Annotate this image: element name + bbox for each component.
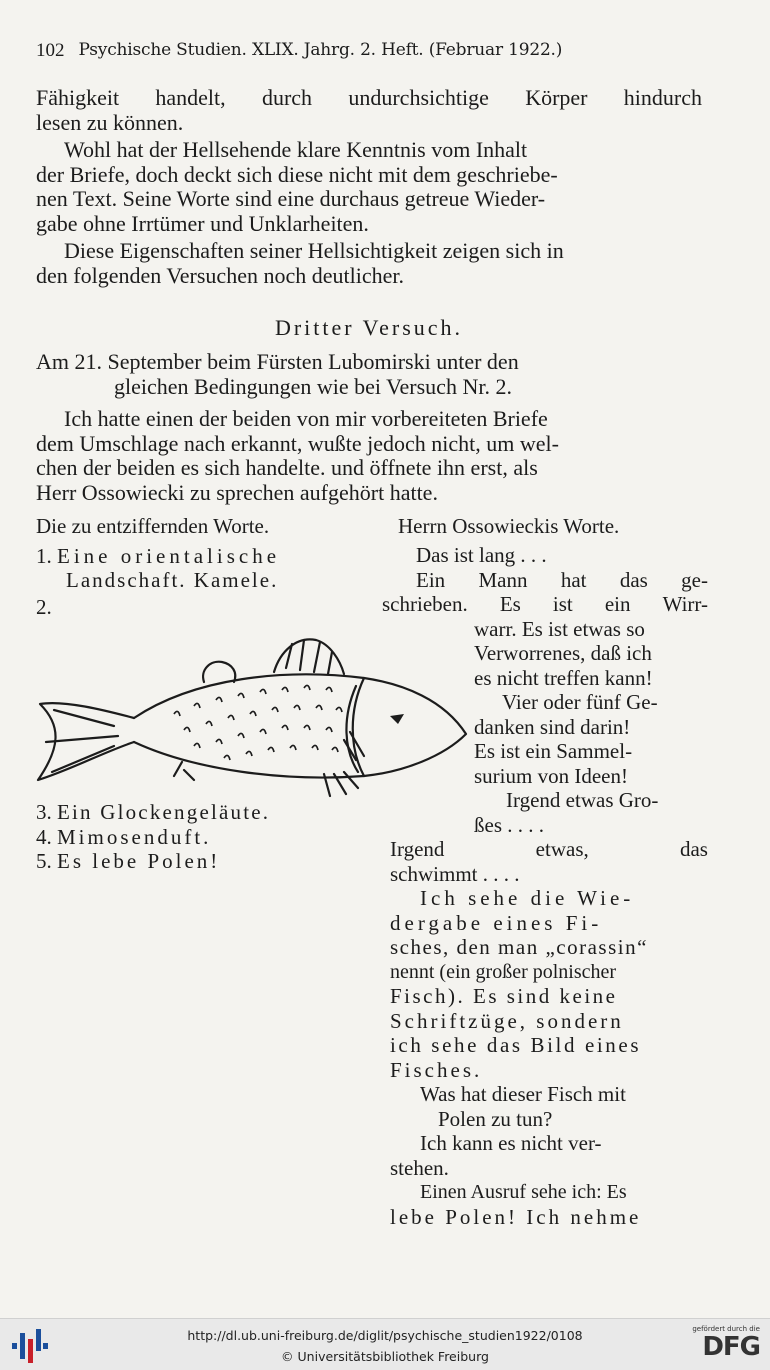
copyright-notice: © Universitätsbibliothek Freiburg [281, 1349, 489, 1364]
running-header [36, 40, 636, 62]
list-item: 2. [36, 594, 52, 619]
running-title: Psychische Studien. XLIX. Jahrg. 2. Heft. (Februar 1922.) [78, 40, 563, 60]
intro-paragraph-2: Wohl hat der Hellsehende klare Kenntnis vom Inhalt der Briefe, doch deckt sich diese nicht mit dem geschriebe- nen Text. Seine Worte sind eine durchaus getreue Wieder- gabe ohne Irrtümer und Unklarheiten. [36, 137, 558, 236]
section-heading: Dritter Versuch. [274, 315, 464, 340]
left-column [36, 514, 366, 619]
intro-paragraph-3: Diese Eigenschaften seiner Hellsichtigkeit zeigen sich in den folgenden Versuchen noch deutlicher. [36, 238, 564, 288]
intro-paragraph-1: Fähigkeit handelt, durch undurchsichtige Körper hindurch lesen zu können. [36, 85, 702, 135]
list-item: 3. Ein Glockengeläute. [36, 800, 271, 824]
list-item: 5. Es lebe Polen! [36, 849, 221, 873]
page-number: 102 [36, 40, 65, 61]
left-column-continued [36, 800, 366, 874]
right-column-heading: Herrn Ossowieckis Worte. [398, 514, 620, 538]
section-paragraph: Ich hatte einen der beiden von mir vorbereiteten Briefe dem Umschlage nach erkannt, wußte jedoch nicht, um wel- chen der beiden es sich handelte. und öffnete ihn erst, als Herr Ossowiecki zu sprechen aufgehört hatte. [36, 406, 559, 505]
list-item: 1. Eine orientalische Landschaft. Kamele. [36, 543, 281, 592]
right-column: Das ist lang . . . Ein Mann hat das ge- schrieben. Es ist ein Wirr- warr. Es ist etwas so Verworrenes, daß ich es nicht treffen kann! Vier oder fünf Ge- danken sind darin! Es ist ein Sammel- surium von Ideen! Irgend etwas Gro- ßes . . . . Irgend etwas, das schwimmt . . . . Ich sehe die Wie- dergabe eines Fi- sches, den man „corassin“ nennt (ein großer polnischer Fisch). Es sind keine Schriftzüge, sondern ich sehe das Bild eines Fisches. Was hat dieser Fisch mit Polen zu tun? Ich kann es nicht ver- stehen. Einen Ausruf sehe ich: Es lebe Polen! Ich nehme [382, 543, 708, 1229]
source-url[interactable]: http://dl.ub.uni-freiburg.de/diglit/psychische_studien1922/0108 [187, 1328, 583, 1343]
list-item: 4. Mimosenduft. [36, 824, 212, 849]
dfg-logo: gefördert durch die DFG [692, 1325, 760, 1362]
footer-bar [0, 1318, 770, 1370]
section-subtitle: Am 21. September beim Fürsten Lubomirski unter den gleichen Bedingungen wie bei Versuch Nr. 2. [36, 349, 519, 399]
left-column-heading: Die zu entziffernden Worte. [36, 514, 270, 538]
